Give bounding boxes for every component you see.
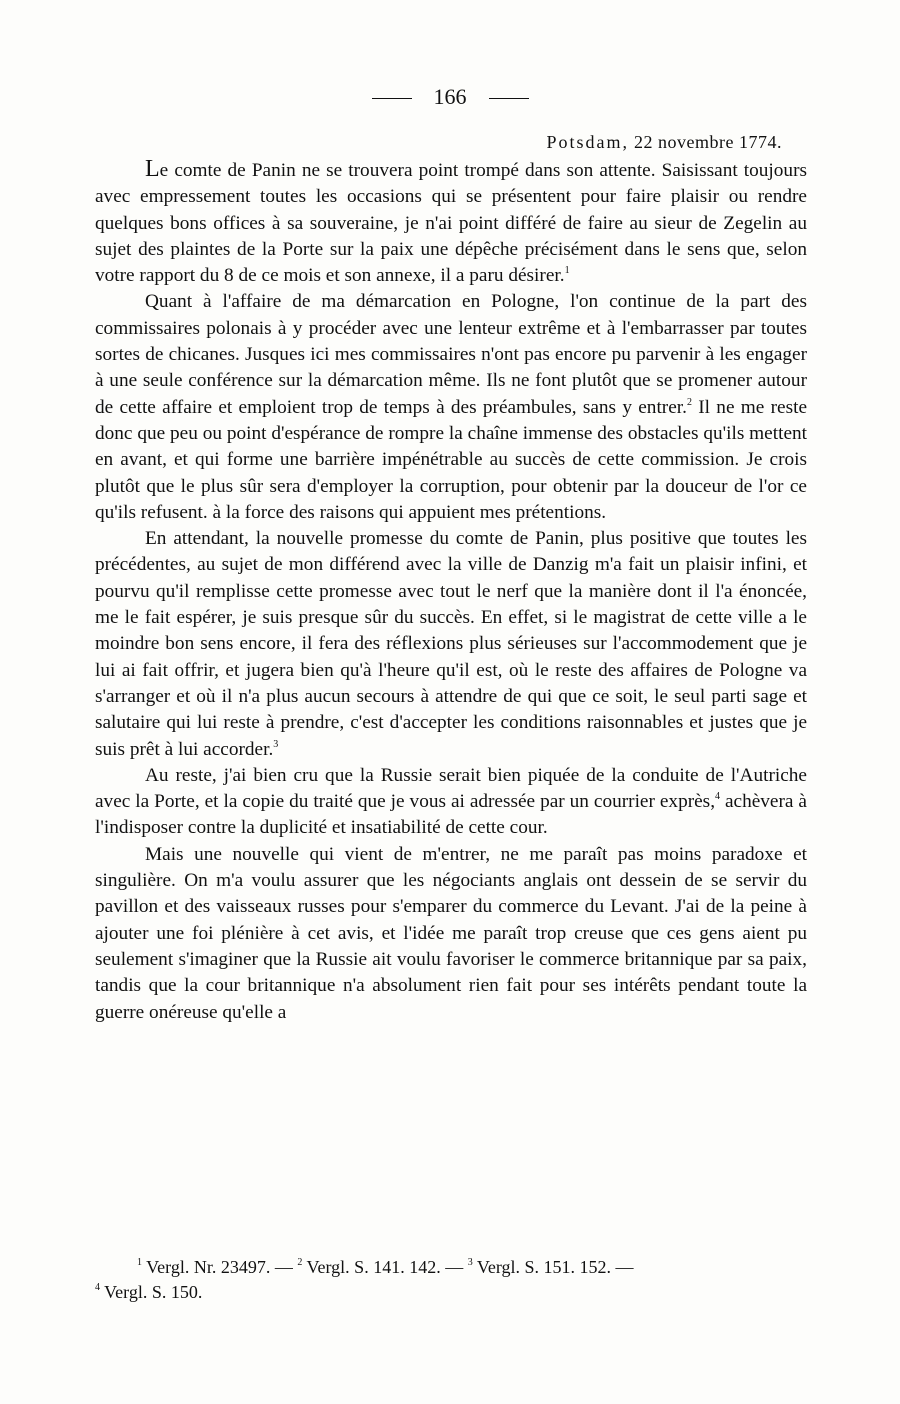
footnote-text: Vergl. S. 151. 152. — [472,1257,634,1277]
footnote-text: Vergl. Nr. 23497. — [142,1257,298,1277]
paragraph-4-text-b: achèvera à l'indisposer contre la duplicité et insatiabilité de cette cour. [95,791,807,839]
footnote-text: Vergl. S. 141. 142. — [302,1257,468,1277]
dateline-place: Potsdam, [546,132,630,152]
footnotes [95,1255,807,1305]
dateline-date: 22 novembre 1774. [634,132,782,152]
footnote-mark: 3 [467,1257,473,1268]
footnote-mark: 2 [297,1257,303,1268]
paragraph-2 [95,289,807,526]
page-number: 166 [433,84,467,109]
header-rule-right [489,98,529,99]
header-rule-left [372,98,412,99]
dateline [547,132,783,153]
paragraph-1-text: e comte de Panin ne se trouvera point trompé dans son attente. Saisissant toujours avec empressement toutes les occasions qui se présentent pour faire plaisir ou rendre quelques bons offices à sa souveraine, je n'ai point différé de faire au sieur de Zegelin au sujet des plaintes de la Porte sur la paix une dépêche précisément dans le sens que, selon votre rapport du 8 de ce mois et son annexe, il a paru désirer. [95,160,807,287]
footnote-ref-2: 2 [686,396,692,408]
footnote-line-2 [95,1280,807,1305]
footnote-ref-1: 1 [564,265,570,277]
footnote-ref-3: 3 [273,738,279,750]
footnote-mark: 1 [137,1257,142,1268]
footnote-mark: 4 [95,1282,100,1293]
footnote-text: Vergl. S. 150. [100,1282,203,1302]
paragraph-3-text: En attendant, la nouvelle promesse du comte de Panin, plus positive que toutes les précédentes, au sujet de mon différend avec la ville de Danzig m'a fait un plaisir infini, et pourvu qu'il remplisse cette promesse avec tout le nerf que la manière dont il l'a énoncée, me le fait espérer, je suis presque sûr du succès. En effet, si le magistrat de cette ville a le moindre bon sens encore, il fera des réflexions plus sérieuses sur l'accommodement que je lui ai fait offrir, et jugera bien qu'à l'heure qu'il est, où le reste des affaires de Pologne va s'arranger et où il n'a plus aucun secours à attendre de qui que ce soit, le seul parti sage et salutaire qui lui reste à prendre, c'est d'accepter les conditions raisonnables et justes que je suis prêt à lui accorder. [95,528,807,760]
initial-letter: L [145,156,160,182]
paragraph-5-text: Mais une nouvelle qui vient de m'entrer, ne me paraît pas moins paradoxe et singulière. On m'a voulu assurer que les négociants anglais ont dessein de se servir du pavillon et des vaisseaux russes pour s'emparer du commerce du Levant. J'ai de la peine à ajouter une foi plénière à cet avis, et l'idée me paraît trop creuse que ces gens aient pu seulement s'imaginer que la Russie ait voulu favoriser le commerce britannique par sa paix, tandis que la cour britannique n'a absolument rien fait pour ses intérêts pendant toute la guerre onéreuse qu'elle a [95,843,807,1023]
paragraph-4 [95,763,807,842]
page-header [0,84,900,110]
footnote-ref-4: 4 [715,791,721,803]
paragraph-2-text-a: Quant à l'affaire de ma démarcation en Pologne, l'on continue de la part des commissaires polonais à y procéder avec une lenteur extrême et à l'embarrasser par toutes sortes de chicanes. Jusques ici mes commissaires n'ont pas encore pu parvenir à les engager à une seule conférence sur la démarcation même. Ils ne font plutôt que se promener autour de cette affaire et emploient trop de temps à des préambules, sans y entrer. [95,291,807,418]
paragraph-2-text-b: Il ne me reste donc que peu ou point d'espérance de rompre la chaîne immense des obstacles qu'ils mettent en avant, et qui forme une barrière impénétrable au succès de cette commission. Je crois plutôt que le plus sûr sera d'employer la corruption, pour obtenir par la douceur de l'or ce qu'ils refusent. à la force des raisons qui appuient mes prétentions. [95,396,807,523]
paragraph-3 [95,526,807,763]
paragraph-1 [95,156,807,289]
letter-body [95,156,807,1026]
paragraph-5 [95,842,807,1026]
footnote-line-1 [95,1255,807,1280]
paragraph-4-text-a: Au reste, j'ai bien cru que la Russie serait bien piquée de la conduite de l'Autriche avec la Porte, et la copie du traité que je vous ai adressée par un courrier exprès, [95,764,807,813]
